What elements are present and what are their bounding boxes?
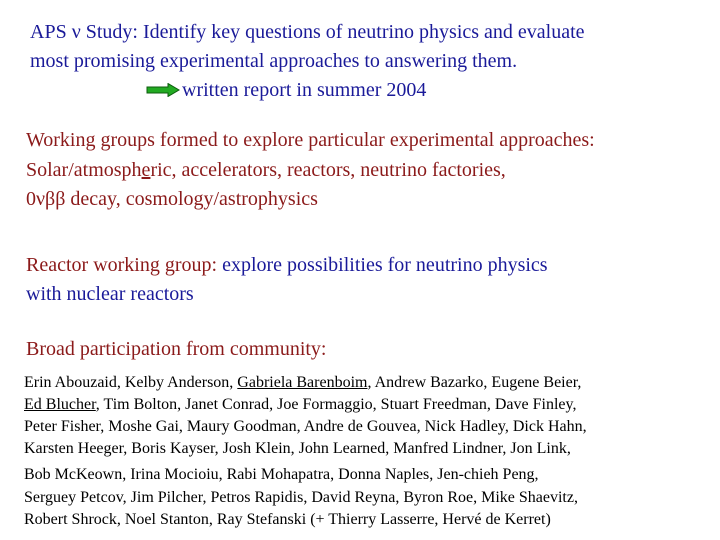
nu-symbol: ν [71,21,81,43]
reactor-line-2: with nuclear reactors [26,283,194,305]
aps-study-text: Study: Identify key questions of neutrino physics and evaluate [80,21,585,43]
working-groups-line-3: 0νββ decay, cosmology/astrophysics [26,188,318,210]
working-groups-text-b: ric, accelerators, reactors, neutrino factories, [150,159,506,181]
participants-text: , Andrew Bazarko, Eugene Beier, [367,374,582,391]
participants-line-6: Serguey Petcov, Jim Pilcher, Petros Rapidis, David Reyna, Byron Roe, Mike Shaevitz, [24,489,578,506]
reactor-text: explore possibilities for neutrino physics [217,254,548,276]
participants-line-5: Bob McKeown, Irina Mocioiu, Rabi Mohapatra, Donna Naples, Jen-chieh Peng, [24,466,539,483]
participant-highlight: Ed Blucher [24,396,96,413]
participants-line-2 [24,397,576,413]
working-groups-text-a: Solar/atmosph [26,159,142,181]
aps-study-line-1 [30,22,585,42]
working-groups-text-e: e [141,159,151,181]
participants-line-1 [24,375,581,391]
participants-line-3: Peter Fisher, Moshe Gai, Maury Goodman, Andre de Gouvea, Nick Hadley, Dick Hahn, [24,418,587,435]
working-groups-line-1: Working groups formed to explore particular experimental approaches: [26,129,595,151]
participants-text: Erin Abouzaid, Kelby Anderson, [24,374,238,391]
working-groups-line-2 [26,160,506,180]
participants-line-4: Karsten Heeger, Boris Kayser, Josh Klein, John Learned, Manfred Lindner, Jon Link, [24,440,571,457]
reactor-line-1 [26,255,548,275]
participants-line-7: Robert Shrock, Noel Stanton, Ray Stefanski (+ Thierry Lasserre, Hervé de Kerret) [24,511,551,528]
participants-text: , Tim Bolton, Janet Conrad, Joe Formaggio, Stuart Freedman, Dave Finley, [95,396,577,413]
aps-study-line-2: most promising experimental approaches to answering them. [30,50,518,72]
aps-prefix: APS [30,21,72,43]
written-report-line: written report in summer 2004 [182,79,427,101]
broad-participation-title: Broad participation from community: [26,338,327,360]
reactor-label: Reactor working group: [26,254,218,276]
participant-highlight: Gabriela Barenboim [237,374,368,391]
right-arrow-icon [146,83,180,97]
